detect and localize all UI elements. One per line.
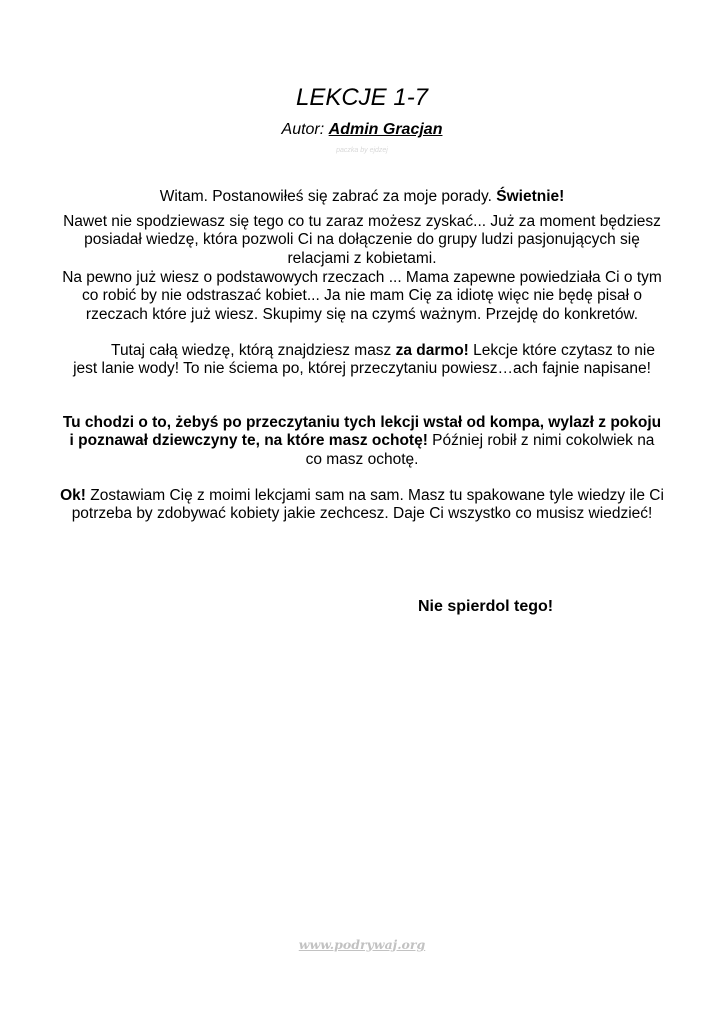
paragraph-intro: Nawet nie spodziewasz się tego co tu zaraz możesz zyskać... Już za moment będziesz posiadał wiedzę, która pozwoli Ci na dołączenie do grupy ludzi pasjonujących się relacjami z kobietami. xyxy=(63,213,661,267)
ok-emphasis: Ok! xyxy=(60,487,86,504)
author-line xyxy=(0,120,724,140)
free-text-before: Tutaj całą wiedzę, którą znajdziesz masz xyxy=(111,342,392,359)
watermark-text: paczka by ejdzej xyxy=(336,147,388,154)
paragraph-ok xyxy=(60,487,664,524)
document-title: LEKCJE 1-7 xyxy=(295,84,429,111)
author-name: Admin Gracjan xyxy=(328,121,443,138)
paragraph-greeting xyxy=(60,188,664,206)
paragraph-free-knowledge xyxy=(60,342,664,379)
paragraph-basics: Na pewno już wiesz o podstawowych rzeczach ... Mama zapewne powiedziała Ci o tym co robić by nie odstraszać kobiet... Ja nie mam Cię za idiotę więc nie będę pisał o rzeczach które już wiesz. Skupimy się na czymś ważnym. Przejdę do konkretów. xyxy=(62,269,662,323)
footer-link[interactable]: www.podrywaj.org xyxy=(298,937,426,952)
greeting-emphasis: Świetnie! xyxy=(496,188,565,205)
closing-line: Nie spierdol tego! xyxy=(418,598,554,615)
free-text-after: Lekcje które czytasz to nie jest lanie wody! To nie ściema po, której przeczytaniu powiesz…ach fajnie napisane! xyxy=(73,342,655,378)
ok-text: Zostawiam Cię z moimi lekcjami sam na sam. Masz tu spakowane tyle wiedzy ile Ci potrzeba by zdobywać kobiety jakie zechcesz. Daje Ci wszystko co musisz wiedzieć! xyxy=(71,487,664,523)
paragraph-purpose xyxy=(60,414,664,469)
greeting-text: Witam. Postanowiłeś się zabrać za moje porady. xyxy=(159,188,492,205)
author-prefix: Autor: xyxy=(281,121,325,138)
free-emphasis: za darmo! xyxy=(395,342,469,359)
purpose-text: Później robił z nimi cokolwiek na co masz ochotę. xyxy=(305,432,655,468)
purpose-emphasis: Tu chodzi o to, żebyś po przeczytaniu tych lekcji wstał od kompa, wylazł z pokoju i poznawał dziewczyny te, na które masz ochotę! xyxy=(62,414,662,450)
